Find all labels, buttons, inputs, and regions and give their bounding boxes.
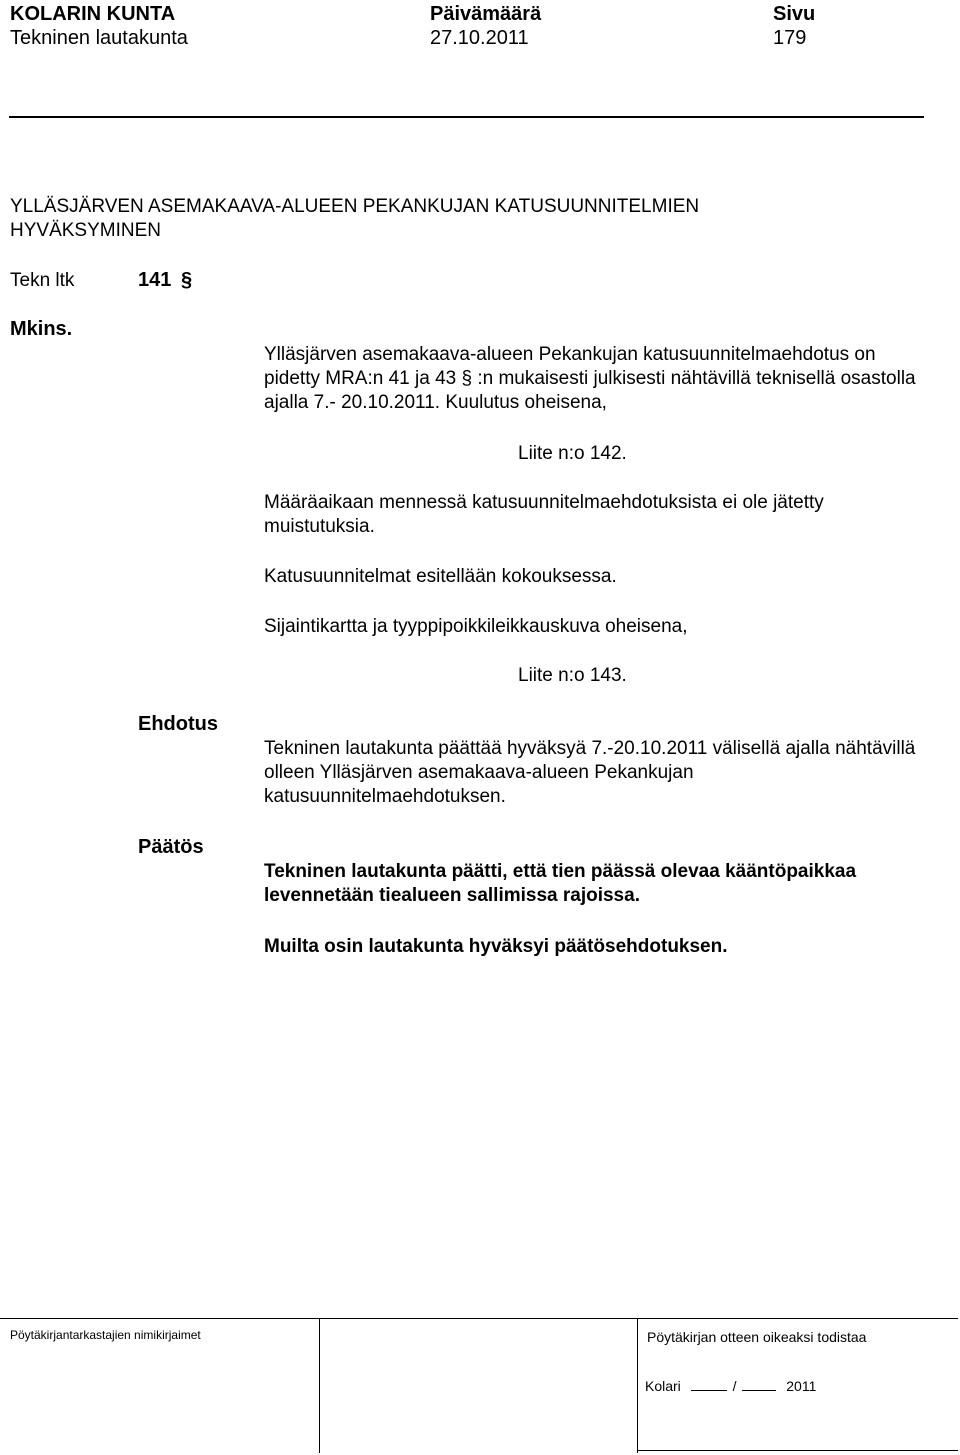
section-number-value: 141: [138, 269, 172, 291]
section-number: [138, 268, 192, 292]
footer-vertical-line-right: [637, 1318, 638, 1453]
committee-name: Tekninen lautakunta: [10, 27, 188, 49]
date-label: Päivämäärä: [430, 3, 542, 25]
proposal-label: Ehdotus: [138, 713, 218, 735]
certification-place: Kolari: [645, 1378, 681, 1394]
attachment-reference-1: Liite n:o 142.: [518, 443, 627, 464]
date-separator: /: [732, 1378, 737, 1394]
certification-year: 2011: [786, 1378, 817, 1394]
decision-text: Tekninen lautakunta päätti, että tien päässä olevaa kääntöpaikkaa levennetään tiealueen sallimissa rajoissa.: [264, 861, 857, 906]
organization-name: KOLARIN KUNTA: [10, 3, 176, 25]
page-label: Sivu: [773, 3, 816, 25]
proposal-text: Tekninen lautakunta päättää hyväksyä 7.-20.10.2011 välisellä ajalla nähtävillä olleen Ylläsjärven asemakaava-alueen Pekankujan katusuunnitelmaehdotuksen.: [264, 738, 916, 807]
document-title-line2: HYVÄKSYMINEN: [10, 220, 161, 241]
map-note: Sijaintikartta ja tyyppipoikkileikkauskuva oheisena,: [264, 616, 688, 637]
reviewers-initials-label: Pöytäkirjantarkastajien nimikirjaimet: [10, 1328, 201, 1342]
preparer-initials: Mkins.: [10, 318, 73, 340]
certification-label: Pöytäkirjan otteen oikeaksi todistaa: [647, 1329, 867, 1345]
certification-place-date: [645, 1378, 816, 1394]
page-number: 179: [773, 27, 807, 49]
section-symbol: §: [180, 269, 193, 291]
document-title-line1: YLLÄSJÄRVEN ASEMAKAAVA-ALUEEN PEKANKUJAN KATUSUUNNITELMIEN: [10, 196, 700, 217]
day-blank: [691, 1378, 727, 1391]
decision-label: Päätös: [138, 836, 204, 858]
footer-vertical-line-left: [319, 1318, 320, 1453]
footer-divider: [0, 1318, 958, 1319]
attachment-reference-2: Liite n:o 143.: [518, 665, 627, 686]
header-divider: [9, 116, 924, 118]
footer-bottom-line: [637, 1450, 958, 1451]
presentation-note: Katusuunnitelmat esitellään kokouksessa.: [264, 566, 617, 587]
background-paragraph: Ylläsjärven asemakaava-alueen Pekankujan katusuunnitelmaehdotus on pidetty MRA:n 41 ja 43 § :n mukaisesti julkisesti nähtävillä teknisellä osastolla ajalla 7.- 20.10.2011. Kuulutus oheisena,: [264, 344, 916, 413]
objections-paragraph: Määräaikaan mennessä katusuunnitelmaehdotuksista ei ole jätetty muistutuksia.: [264, 492, 824, 537]
decision-conclusion: Muilta osin lautakunta hyväksyi päätösehdotuksen.: [264, 936, 728, 957]
section-reference: Tekn ltk: [10, 270, 75, 291]
meeting-date: 27.10.2011: [430, 27, 529, 49]
month-blank: [742, 1378, 776, 1391]
